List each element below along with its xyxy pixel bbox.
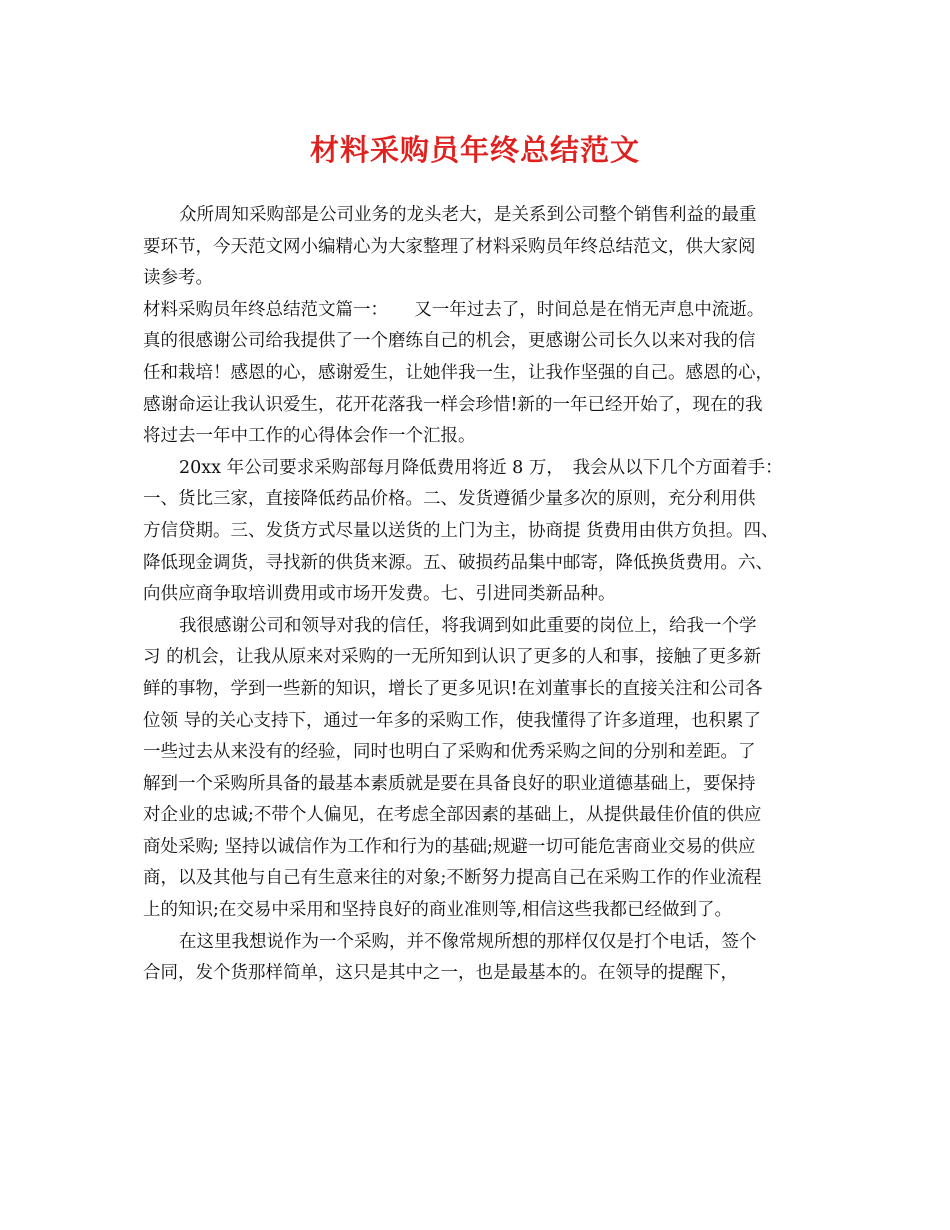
body-line: 降低现金调货，寻找新的供货来源。五、破损药品集中邮寄，降低换货费用。六、: [143, 552, 773, 573]
document-title: 材料采购员年终总结范文: [309, 133, 640, 167]
body-line: 解到一个采购所具备的最基本素质就是要在具备良好的职业道德基础上，要保持: [143, 773, 756, 794]
body-line: 读参考。: [143, 268, 213, 289]
body-line: 一些过去从来没有的经验，同时也明白了采购和优秀采购之间的分别和差距。了: [143, 742, 756, 763]
body-line: 商，以及其他与自己有生意来往的对象;不断努力提高自己在采购工作的作业流程: [143, 868, 762, 889]
body-line: 习 的机会，让我从原来对采购的一无所知到认识了更多的人和事，接触了更多新: [143, 647, 762, 668]
body-line: 一、货比三家，直接降低药品价格。二、发货遵循少量多次的原则，充分利用供: [143, 489, 756, 510]
body-line: 位领 导的关心支持下，通过一年多的采购工作，使我懂得了许多道理，也积累了: [143, 710, 762, 731]
body-line: 感谢命运让我认识爱生，花开花落我一样会珍惜!新的一年已经开始了，现在的我: [143, 394, 763, 415]
body-line: 20xx 年公司要求采购部每月降低费用将近 8 万， 我会从以下几个方面着手：: [179, 457, 783, 478]
body-line: 方信贷期。三、发货方式尽量以送货的上门为主，协商提 货费用由供方负担。四、: [143, 520, 779, 541]
body-line: 合同，发个货那样简单，这只是其中之一，也是最基本的。在领导的提醒下，: [143, 963, 738, 984]
body-line: 上的知识;在交易中采用和坚持良好的商业准则等,相信这些我都已经做到了。: [143, 900, 732, 921]
body-line: 任和栽培！感恩的心，感谢爱生，让她伴我一生，让我作坚强的自己。感恩的心，: [143, 362, 773, 383]
body-line: 商处采购; 坚持以诚信作为工作和行为的基础;规避一切可能危害商业交易的供应: [143, 836, 756, 857]
body-line: 我很感谢公司和领导对我的信任，将我调到如此重要的岗位上，给我一个学: [179, 615, 757, 636]
body-line: 在这里我想说作为一个采购，并不像常规所想的那样仅仅是打个电话，签个: [179, 931, 757, 952]
body-line: 真的很感谢公司给我提供了一个磨练自己的机会，更感谢公司长久以来对我的信: [143, 331, 756, 352]
body-line: 众所周知采购部是公司业务的龙头老大，是关系到公司整个销售利益的最重: [179, 205, 757, 225]
body-line: 将过去一年中工作的心得体会作一个汇报。: [143, 426, 476, 447]
body-line: 鲜的事物，学到一些新的知识，增长了更多见识!在刘董事长的直接关注和公司各: [143, 678, 763, 699]
body-line: 向供应商争取培训费用或市场开发费。七、引进同类新品种。: [143, 584, 616, 605]
document-body: [143, 200, 815, 990]
body-line: 对企业的忠诚;不带个人偏见，在考虑全部因素的基础上，从提供最佳价值的供应: [143, 805, 762, 826]
body-line: 要环节，今天范文网小编精心为大家整理了材料采购员年终总结范文，供大家阅: [143, 236, 756, 257]
body-line: 材料采购员年终总结范文篇一： 又一年过去了，时间总是在悄无声息中流逝。: [143, 299, 765, 320]
